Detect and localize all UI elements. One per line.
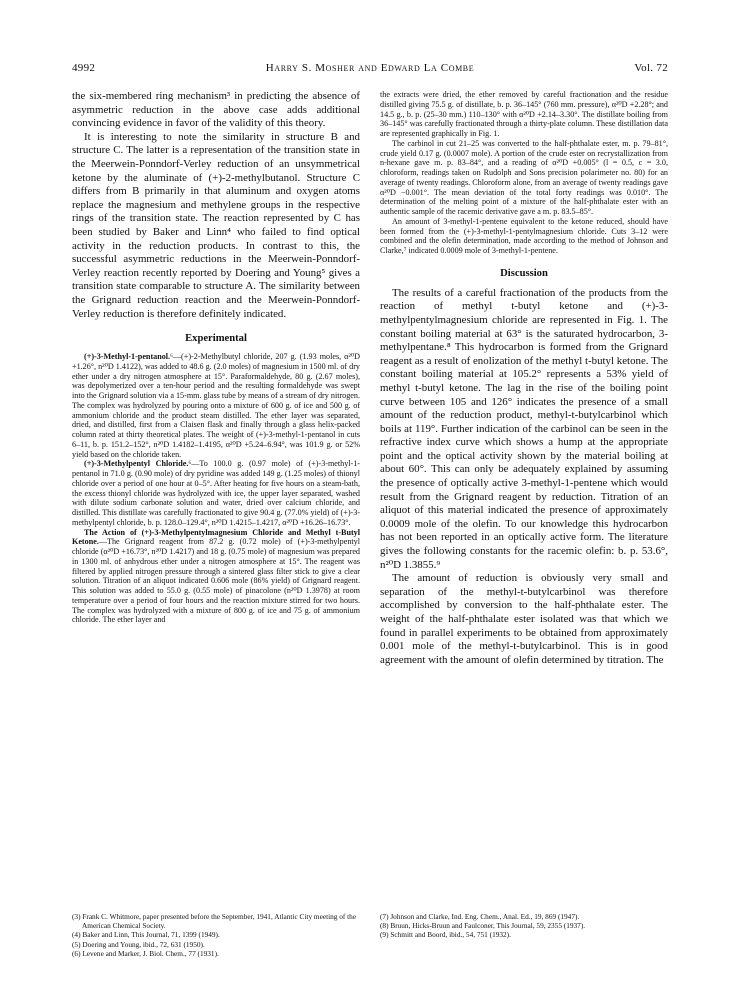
procedure-text: —The Grignard reagent from 87.2 g. (0.72 mole) of (+)-3-methylpentyl chloride (α²⁰D +16.73°, n²⁰D 1.4217) and 18 g. (0.75 mole) of magnesium was prepared in 1300 ml. of anhydrous ether under a nitrogen atmosphere at 15°. The reagent was filtered by applied nitrogen pressure through a sintered glass filter stick to give a clear solution. Titration of an aliquot indicated 0.606 mole (86% yield) of Grignard reagent. This solution was added to 55.0 g. (0.55 mole) of pinacolone (n²⁰D 1.3978) at room temperature over a period of four hours and the reaction mixture stirred for two hours. The complex was hydrolyzed with a mixture of 800 g. of ice and 75 g. of ammonium chloride. The ether layer and: [72, 537, 360, 625]
procedure-methylpentanol: [72, 352, 360, 459]
procedure-grignard-action: [72, 528, 360, 626]
procedure-continuation: the extracts were dried, the ether removed by careful fractionation and the residue distilled giving 75.5 g. of distillate, b. p. 36–145° (760 mm. pressure), α²⁰D +2.28°; and 14.5 g., b. p. (25–30 mm.) 110–130° with α²⁰D +2.14–3.30°. The distillate boiling from 36–145° was carefully fractionated through a thirty-plate column. These distillation data are represented graphically in Fig. 1.: [380, 90, 668, 138]
paragraph-continuation: the six-membered ring mechanism³ in predicting the absence of asymmetric reduction in the above case adds additional convincing evidence in favor of the validity of this theory.: [72, 90, 360, 130]
paragraph-structure-comparison: It is interesting to note the similarity in structure B and structure C. The latter is a representation of the transition state in the Meerwein-Ponndorf-Verley reduction of an unsymmetrical ketone by the aluminate of (+)-2-methylbutanol. Structure C differs from B primarily in that aluminum and oxygen atoms replace the magnesium and methylene groups in the respective rings of the transition state. The reaction represented by C has been studied by Baker and Linn⁴ who failed to find optical activity in the reduction products. In contrast to this, the successful asymmetric reductions in the Meerwein-Ponndorf-Verley reaction recently reported by Doering and Young⁵ gives a transition state comparable to structure A. The similarity between the Grignard reduction reaction and the Meerwein-Ponndorf-Verley reduction is therefore definitely indicated.: [72, 130, 360, 320]
procedure-text: ⁶—To 100.0 g. (0.97 mole) of (+)-3-methyl-1-pentanol in 71.0 g. (0.90 mole) of dry pyridine was added 149 g. (1.25 moles) of thionyl chloride over a period of one hour at 0–5°. After heating for five hours on a steam-bath, the excess thionyl chloride was hydrolyzed with ice, the upper layer separated, washed with dilute sodium carbonate solution and water, dried over calcium chloride, and distilled. This distillate was carefully fractionated to give 90.4 g. (77.0% yield) of (+)-3-methylpentyl chloride, b. p. 128.0–129.4°, n²⁰D 1.4215–1.4217, α²⁰D +16.26–16.73°.: [72, 459, 360, 527]
footnote: (4) Baker and Linn, This Journal, 71, 1399 (1949).: [72, 930, 220, 940]
footnote: (9) Schmitt and Boord, ibid., 54, 751 (1932).: [380, 930, 511, 940]
footnote: (7) Johnson and Clarke, Ind. Eng. Chem., Anal. Ed., 19, 869 (1947).: [380, 912, 580, 921]
footnote: (6) Levene and Marker, J. Biol. Chem., 77 (1931).: [72, 948, 219, 958]
procedure-title: (+)-3-Methyl-1-pentanol.: [84, 352, 171, 362]
procedure-methylpentyl-chloride: [72, 459, 360, 527]
page-number: 4992: [72, 62, 96, 74]
footnote: (3) Frank C. Whitmore, paper presented before the September, 1941, Atlantic City meeting of the American Chemical Society.: [72, 912, 357, 931]
footnote: (5) Doering and Young, ibid., 72, 631 (1950).: [72, 939, 205, 949]
procedure-text: ⁶—(+)-2-Methylbutyl chloride, 207 g. (1.93 moles, α²⁰D +1.26°, n²⁰D 1.4122), was added to 48.6 g. (2.0 moles) of magnesium in 1500 ml. of dry ether under a dry nitrogen atmosphere at 15°. Paraformaldehyde, 80 g. (2.67 moles), was depolymerized over a ten-hour period and the resulting formaldehyde was swept into the Grignard solution via a 15-mm. glass tube by means of a stream of dry nitrogen. The complex was hydrolyzed by pouring onto a mixture of 600 g. of ice and 500 g. of ammonium chloride and the product steam distilled. The ether layer was separated, dried, and distilled, first from a Claisen flask and finally through a glass helix-packed column rated at thirty theoretical plates. The weight of (+)-3-methyl-1-pentanol in cuts 6–11, b. p. 151.2–152°, n²⁰D 1.4182–1.4195, α²⁰D +5.24–6.94°, was 101.9 g. or 52% yield based on the chloride taken.: [72, 352, 360, 459]
running-authors: Harry S. Mosher and Edward La Combe: [265, 62, 475, 74]
running-header: [72, 62, 668, 78]
footnotes-left: [72, 912, 360, 958]
footnote: (8) Bruun, Hicks-Bruun and Faulconer, This Journal, 59, 2355 (1937).: [380, 921, 586, 931]
discussion-heading: Discussion: [500, 267, 548, 279]
left-column: [72, 90, 360, 625]
procedure-olefin: An amount of 3-methyl-1-pentene equivalent to the ketone reduced, should have been formed from the (+)-3-methyl-1-pentylmagnesium chloride. Cuts 3–12 were combined and the olefin determination, made according to the method of Johnson and Clarke,⁷ indicated 0.0009 mole of 3-methyl-1-pentene.: [380, 216, 668, 255]
discussion-paragraph: The results of a careful fractionation of the products from the reaction of methyl t-butyl ketone and (+)-3-methylpentylmagnesium chloride are represented in Fig. 1. The constant boiling material at 63° is the saturated hydrocarbon, 3-methylpentane.⁸ This hydrocarbon is formed from the Grignard reagent as a result of enolization of the methyl t-butyl ketone. The constant boiling material at 105.2° represents a 53% yield of methyl t-butyl ketone. The lag in the rise of the boiling point curve between 105 and 126° indicates the presence of a small amount of the reduction product, methyl-t-butylcarbinol which boils at 119°. Further indication of the carbinol can be seen in the refractive index curve which shows a hump at the appropriate point and the optical activity shown by the material boiling at about 60°. This can only be adequately explained by assuming the presence of optically active 3-methyl-1-pentene which would result from the Grignard reagent by reduction. Titration of an aliquot of this material indicated the presence of approximately 0.0009 mole of the olefin. To our knowledge this hydrocarbon has not been reported in an optically active form. The literature gives the following constants for the racemic olefin: b. p. 53.6°, n²⁰D 1.3855.⁹: [380, 286, 668, 571]
right-column: [380, 90, 668, 667]
volume-label: Vol. 72: [634, 62, 668, 74]
experimental-heading: Experimental: [185, 333, 247, 345]
procedure-half-phthalate: The carbinol in cut 21–25 was converted to the half-phthalate ester, m. p. 79–81°, crude yield 0.17 g. (0.0007 mole). A portion of the crude ester on recrystallization from n-hexane gave m. p. 83–84°, and a reading of α²⁰D +0.005° (l = 0.5, c = 3.0, chloroform, readings taken on Rudolph and Sons precision polarimeter no. 80) for an average of twenty readings. Chloroform alone, from an average of twenty readings gave α²⁰D −0.001°. The mean deviation of the total forty readings was 0.010°. The determination of the melting point of a mixture of the half-phthalate ester with an authentic sample of the racemic derivative gave a m. p. 83.5–85°.: [380, 138, 668, 216]
discussion-paragraph: The amount of reduction is obviously very small and separation of the methyl-t-butylcarbinol was therefore accomplished by conversion to the half-phthalate ester. The weight of the half-phthalate ester isolated was that which we found in parallel experiments to be obtained from approximately 0.001 mole of the methyl-t-butylcarbinol. This is in good agreement with the amount of olefin determined by titration. The: [380, 572, 668, 666]
procedure-title: The Action of (+)-3-Methylpentylmagnesium Chloride and Methyl t-Butyl Ketone.: [72, 527, 360, 547]
footnotes-right: [380, 912, 668, 940]
procedure-title: (+)-3-Methylpentyl Chloride.: [84, 459, 189, 469]
